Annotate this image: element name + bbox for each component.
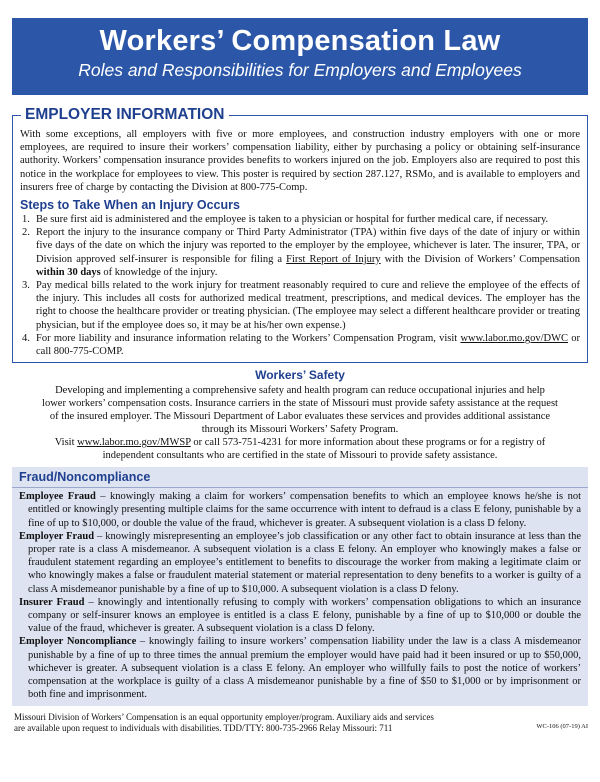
visit-text: or call 573-751-4231 for more information about these programs or for a registry of independent consultants who are certified in the state of Missouri to provide safety assistance. xyxy=(102,437,546,462)
footer-line-1: Missouri Division of Workers’ Compensation is an equal opportunity employer/program. Auxiliary aids and services xyxy=(14,711,434,722)
poster-subtitle: Roles and Responsibilities for Employers and Employees xyxy=(78,60,522,80)
first-report-of-injury-link[interactable]: First Report of Injury xyxy=(286,253,381,265)
step-number: 4. xyxy=(22,332,30,344)
step-text: Report the injury to the insurance company or Third Party Administrator (TPA) within five days of the date of injury or within five days of the date on which the injury was reported to the employer by the employee, whichever is later. The insurer, TPA, or Division approved self-insurer is responsible for filing a xyxy=(36,227,580,265)
fraud-term: Insurer Fraud xyxy=(19,596,85,608)
step-text: Pay medical bills related to the work injury for treatment reasonably required to cure and relieve the employee of the effects of the injury. This includes all costs for authorized medical treatment, prescriptions, and medical devices. The employer has the right to choose the healthcare provider or treating physician. (The employee may select a different healthcare provider or treating physician, but if the employee does so, it may be at his/her own expense.) xyxy=(36,280,580,331)
fraud-noncompliance-section xyxy=(12,467,588,705)
title-banner xyxy=(12,18,588,95)
step-text: or call 800-775-COMP. xyxy=(36,332,580,358)
step-number: 2. xyxy=(22,227,30,239)
step-text: with the Division of Workers’ Compensation xyxy=(380,253,580,265)
workers-safety-heading: Workers’ Safety xyxy=(255,368,345,383)
step-number: 1. xyxy=(22,214,30,226)
fraud-text: – knowingly making a claim for workers’ compensation benefits to which an employee knows he/she is not entitled or knowingly presenting multiple claims for the same occurrence with intent to defraud is a class E felony, punishable by a fine of up to $10,000, or double the value of the fraud, whichever is greater. A subsequent violation is a class D felony. xyxy=(28,491,581,529)
step-item-1 xyxy=(20,213,580,226)
workers-safety-section xyxy=(12,363,588,462)
employer-information-heading: EMPLOYER INFORMATION xyxy=(21,104,229,126)
employer-intro-paragraph: With some exceptions, all employers with five or more employees, and construction industry employers with one or more employees, are required to insure their workers’ compensation liability, either by purchasing a policy or obtaining self-insurance authority. Workers’ compensation insurance provides benefits to workers injured on the job. Employers also are required to post this notice in the workplace for employees to view. This poster is required by section 287.127, RSMo, and is available to employers and insurers free of charge by contacting the Division at 800-775-Comp. xyxy=(20,129,580,193)
footer-line-2: are available upon request to individuals with disabilities. TDD/TTY: 800-735-2966 Relay Missouri: 711 xyxy=(14,722,393,733)
steps-list xyxy=(20,213,580,358)
step-number: 3. xyxy=(22,280,30,292)
employer-information-section xyxy=(12,106,588,363)
fraud-item-employee xyxy=(19,490,581,530)
fraud-text: – knowingly misrepresenting an employee’s job classification or any other fact to obtain insurance at less than the proper rate is a class A misdemeanor. A subsequent violation is a class E felony. An employer who knowingly makes a false or fraudulent statement regarding an employee’s entitlement to benefits to discourage the worker from making a legitimate claim or who knowingly makes a false or fraudulent material statement or material representation to deny benefits to a worker is guilty of a class A misdemeanor punishable by a fine of up to $10,000. A subsequent violation is a class D felony. xyxy=(28,530,581,595)
step-text: Be sure first aid is administered and the employee is taken to a physician or hospital for further medical care, if necessary. xyxy=(36,214,549,226)
fraud-item-noncompliance xyxy=(19,635,581,701)
dwc-website-link[interactable]: www.labor.mo.gov/DWC xyxy=(460,332,568,344)
workers-safety-visit xyxy=(42,436,558,462)
fraud-text: – knowingly and intentionally refusing to comply with workers’ compensation obligations to which an insurance company or self-insurer knows an employee is entitled is a class E felony, punishable by a fine of up to $10,000 or double the value of the fraud, whichever is greater. A subsequent violation is a class D felony. xyxy=(28,596,581,635)
form-code: WC-106 (07-19) AI xyxy=(536,722,588,730)
poster-title: Workers’ Compensation Law xyxy=(99,25,501,57)
step-text: of knowledge of the injury. xyxy=(100,266,218,278)
fraud-item-employer xyxy=(19,530,581,596)
fraud-term: Employer Fraud xyxy=(19,530,95,542)
steps-heading: Steps to Take When an Injury Occurs xyxy=(20,198,240,213)
fraud-text: – knowingly failing to insure workers’ compensation liability under the law is a class A misdemeanor punishable by a fine of up to three times the annual premium the employer would have paid had it been insured or up to $50,000, whichever is greater. A subsequent violation is a class E felony. An employer who willfully fails to post the notice of workers’ compensation at the workplace is guilty of a class A misdemeanor punishable by a fine of $50 to $1,000 or by imprisonment or both fine and imprisonment. xyxy=(28,636,581,701)
step-item-3 xyxy=(20,279,580,332)
step-item-2 xyxy=(20,226,580,279)
fraud-item-insurer xyxy=(19,596,581,636)
fraud-term: Employer Noncompliance xyxy=(19,636,137,648)
step-text: For more liability and insurance information relating to the Workers’ Compensation Program, visit xyxy=(36,332,461,344)
step-item-4 xyxy=(20,332,580,358)
mwsp-website-link[interactable]: www.labor.mo.gov/MWSP xyxy=(77,437,191,449)
visit-text: Visit xyxy=(54,437,78,449)
footer xyxy=(12,706,588,734)
fraud-heading: Fraud/Noncompliance xyxy=(12,469,588,488)
workers-safety-paragraph: Developing and implementing a comprehensive safety and health program can reduce occupational injuries and help lower workers’ compensation costs. Insurance carriers in the state of Missouri must provide safety assistance at the request of the insured employer. The Missouri Department of Labor evaluates these services and provides additional assistance through its Missouri Workers’ Safety Program. xyxy=(42,385,558,436)
fraud-term: Employee Fraud xyxy=(19,491,96,503)
step-deadline: within 30 days xyxy=(36,266,101,278)
